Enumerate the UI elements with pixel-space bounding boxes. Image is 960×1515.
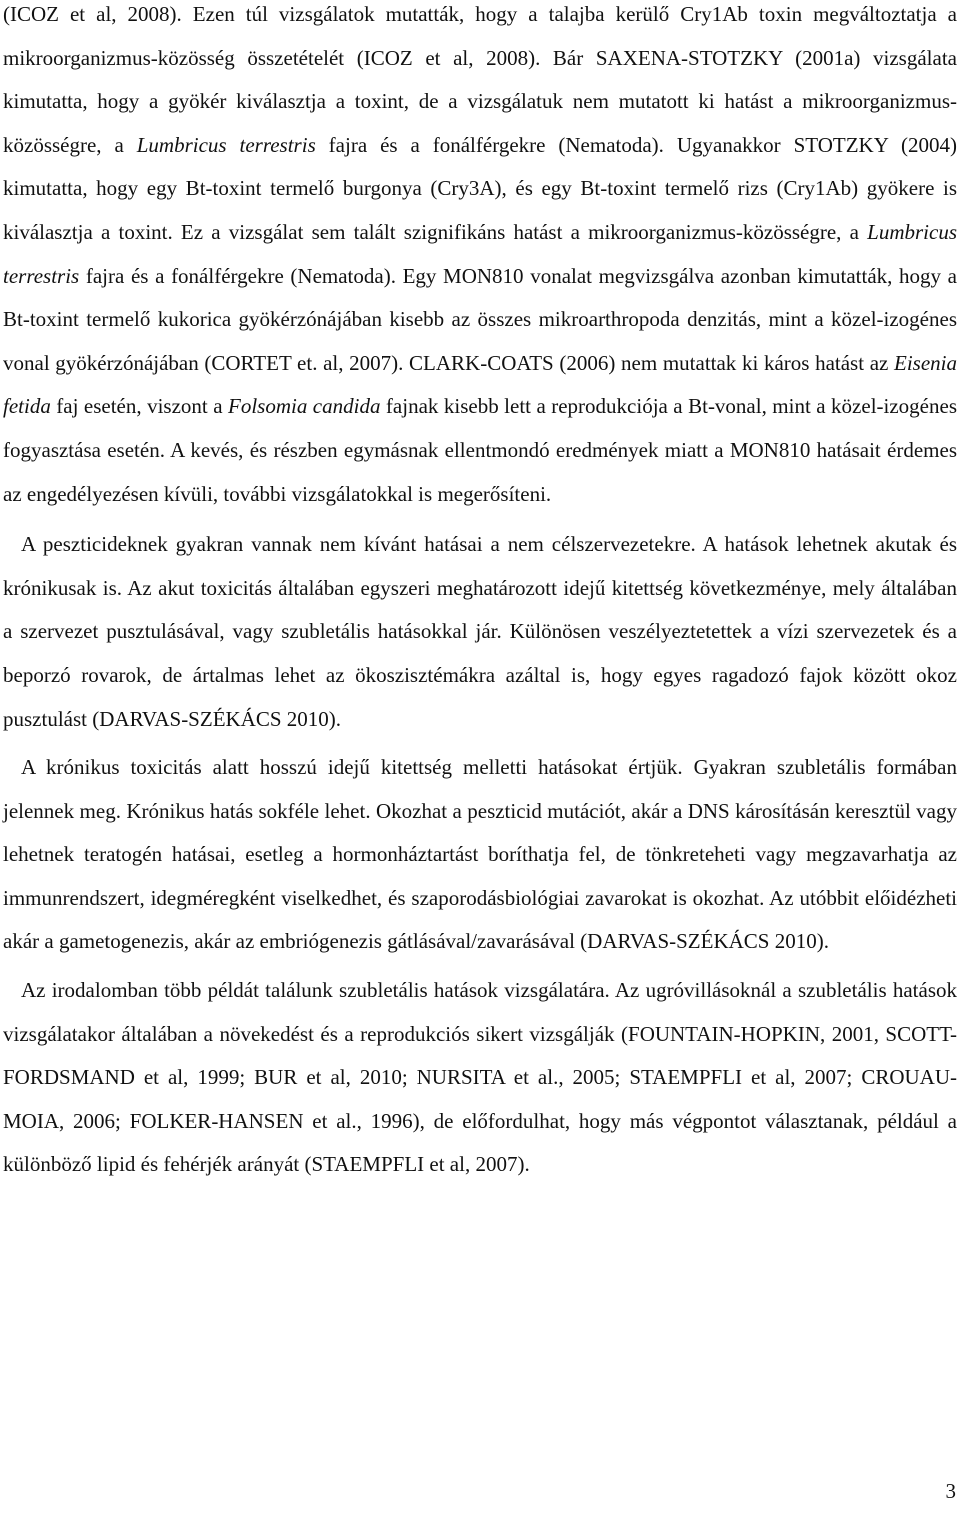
text-segment: A krónikus toxicitás alatt hosszú idejű kitettség melletti hatásokat értjük. Gyakran szubletális formában jelennek meg. Krónikus hatás sokféle lehet. Okozhat a peszticid mutációt, akár a DNS károsításán keresztül vagy lehetnek teratogén hatásai, esetleg a hormonháztartást boríthatja fel, de tönkreteheti vagy megzavarhatja az immunrendszert, idegméregként viselkedhet, és szaporodásbiológiai zavarokat is okozhat. Az utóbbit előidézheti akár a gametogenezis, akár az embriógenezis gátlásával/zavarásával (DARVAS-SZÉKÁCS 2010). <box>3 755 957 954</box>
text-segment: fajra és a fonálférgekre (Nematoda). Ugyanakkor STOTZKY (2004) kimutatta, hogy egy Bt-toxint termelő burgonya (Cry3A), és egy Bt-toxint termelő rizs (Cry1Ab) gyökere is kiválasztja a toxint. Ez a vizsgálat sem talált szignifikáns hatást a mikroorganizmus-közösségre, a <box>3 132 958 244</box>
text-segment: faj esetén, viszont a <box>50 394 228 419</box>
paragraph-2 <box>3 523 957 741</box>
text-segment: fajnak kisebb lett a reprodukciója a Bt-vonal, mint a közel-izogénes fogyasztása esetén. A kevés, és részben egymásnak ellentmondó eredmények miatt a MON810 hatásait érdemes az engedélyezésen kívüli, további vizsgálatokkal is megerősíteni. <box>3 394 957 506</box>
text-segment: A peszticideknek gyakran vannak nem kívánt hatásai a nem célszervezetekre. A hatások lehetnek akutak és krónikusak is. Az akut toxicitás általában egyszeri meghatározott idejű kitettség következménye, mely általában a szervezet pusztulásával, vagy szubletális hatásokkal jár. Különösen veszélyeztetettek a vízi szervezetek és a beporzó rovarok, de ártalmas lehet az ökoszisztémákra azáltal is, hogy egyes ragadozó fajok között okoz pusztulást (DARVAS-SZÉKÁCS 2010). <box>3 532 957 731</box>
paragraph-1 <box>3 0 957 516</box>
species-name: Lumbricus terrestris <box>136 132 316 157</box>
text-segment: fajra és a fonálférgekre (Nematoda). Egy MON810 vonalat megvizsgálva azonban kimutatták, hogy a Bt-toxint termelő kukorica gyökérzónájában kisebb az összes mikroarthropoda denzitás, mint a közel-izogénes vonal gyökérzónájában (CORTET et. al, 2007). CLARK-COATS (2006) nem mutattak ki káros hatást az <box>3 263 957 375</box>
page-number: 3 <box>945 1479 956 1503</box>
species-name: Lumbricus terrestris <box>3 219 957 288</box>
text-segment: Az irodalomban több példát találunk szubletális hatások vizsgálatára. Az ugróvillásoknál a szubletális hatások vizsgálatakor általában a növekedést és a reprodukciós sikert vizsgálják (FOUNTAIN-HOPKIN, 2001, SCOTT-FORDSMAND et al, 1999; BUR et al, 2010; NURSITA et al., 2005; STAEMPFLI et al, 2007; CROUAU-MOIA, 2006; FOLKER-HANSEN et al., 1996), de előfordulhat, hogy más végpontot választanak, például a különböző lipid és fehérjék arányát (STAEMPFLI et al, 2007). <box>3 978 957 1177</box>
species-name: Folsomia candida <box>228 394 381 419</box>
species-name: Eisenia fetida <box>3 350 957 419</box>
paragraph-4 <box>3 969 957 1187</box>
text-segment: (ICOZ et al, 2008). Ezen túl vizsgálatok mutatták, hogy a talajba kerülő Cry1Ab toxin megváltoztatja a mikroorganizmus-közösség összetételét (ICOZ et al, 2008). Bár SAXENA-STOTZKY (2001a) vizsgálata kimutatta, hogy a gyökér kiválasztja a toxint, de a vizsgálatuk nem mutatott ki hatást a mikroorganizmus-közösségre, a <box>3 2 957 157</box>
paragraph-3 <box>3 746 957 964</box>
